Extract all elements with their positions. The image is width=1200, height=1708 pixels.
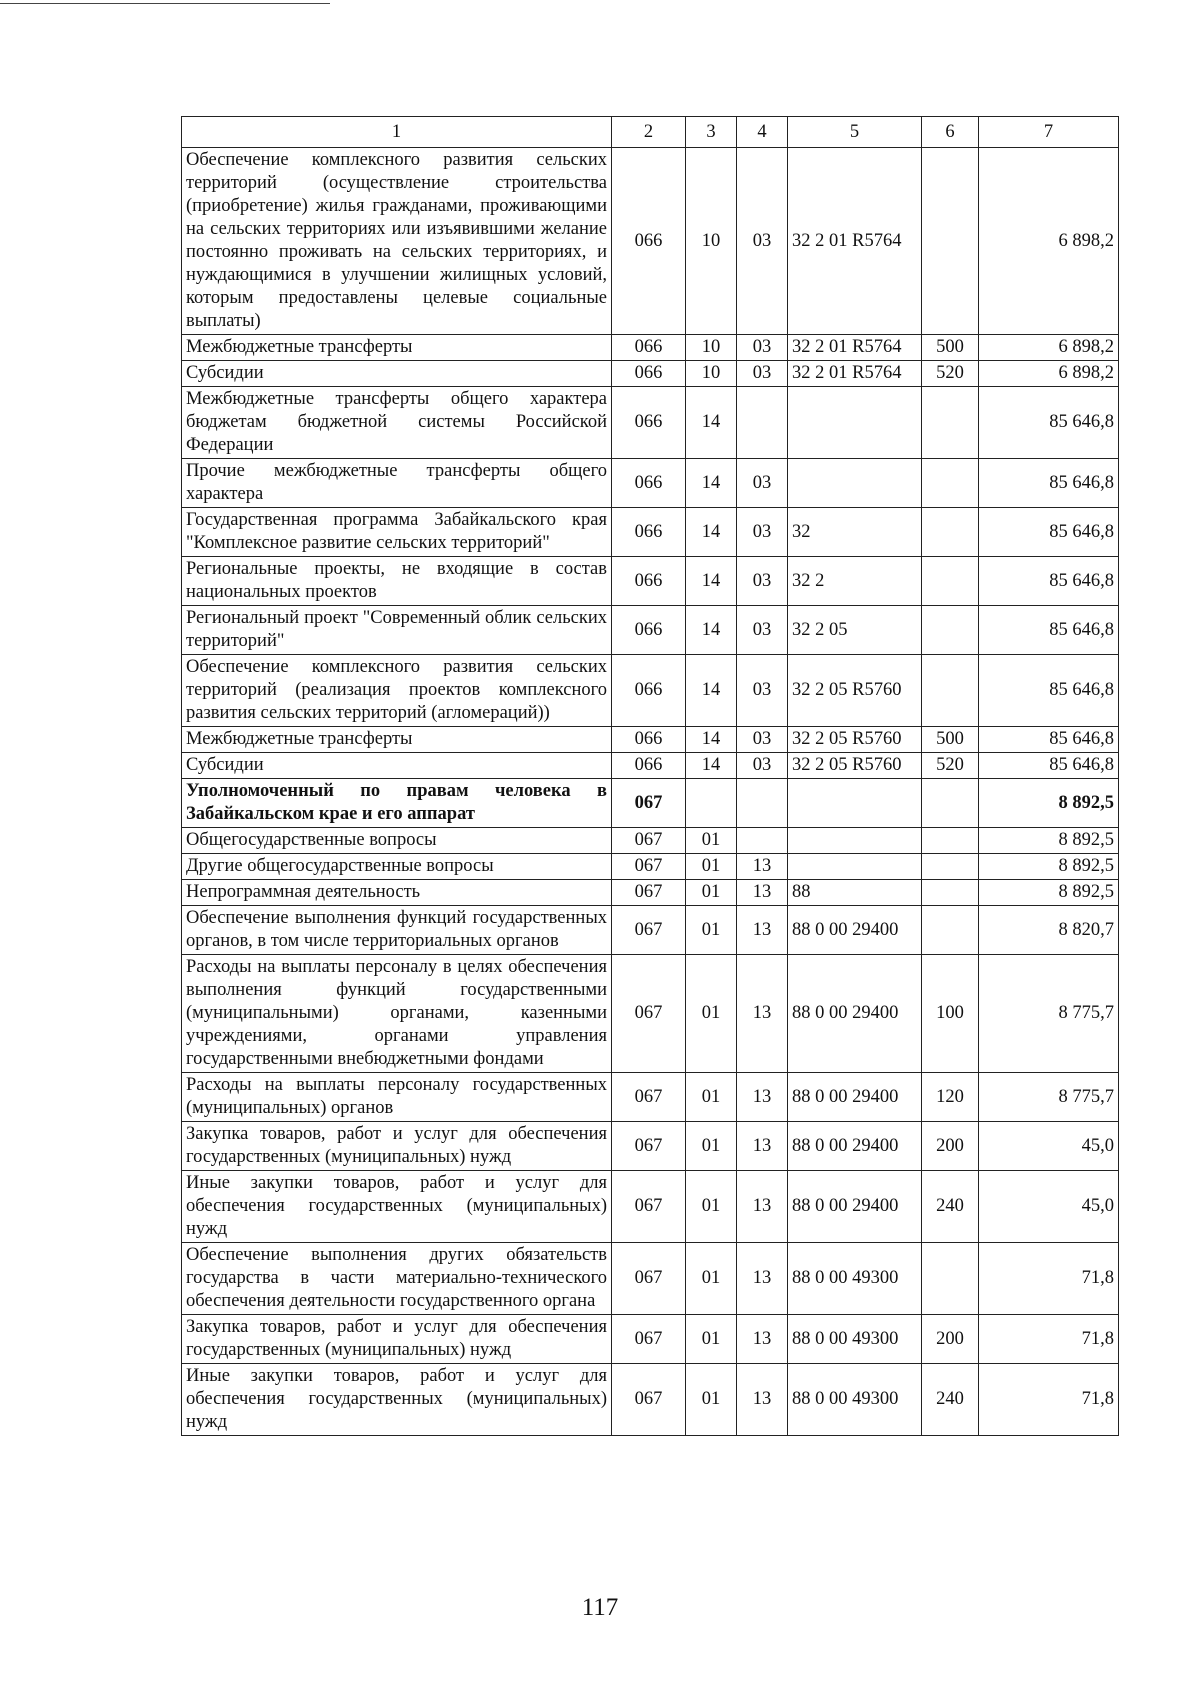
amount-cell: 8 892,5 — [979, 828, 1119, 854]
ved-code-cell: 067 — [612, 1171, 686, 1243]
subsection-code-cell: 03 — [737, 508, 788, 557]
row-name-cell: Уполномоченный по правам человека в Забайкальском крае и его аппарат — [182, 779, 612, 828]
table-header-row — [182, 117, 1119, 148]
expense-type-cell — [922, 508, 979, 557]
table-row — [182, 1364, 1119, 1436]
ved-code-cell: 067 — [612, 1122, 686, 1171]
table-row — [182, 779, 1119, 828]
amount-cell: 6 898,2 — [979, 148, 1119, 335]
row-name-cell: Общегосударственные вопросы — [182, 828, 612, 854]
ved-code-cell: 066 — [612, 606, 686, 655]
amount-cell: 85 646,8 — [979, 655, 1119, 727]
row-name-cell: Иные закупки товаров, работ и услуг для обеспечения государственных (муниципальных) нужд — [182, 1364, 612, 1436]
expense-type-cell — [922, 387, 979, 459]
ved-code-cell: 066 — [612, 753, 686, 779]
section-code-cell: 10 — [686, 361, 737, 387]
subsection-code-cell — [737, 387, 788, 459]
section-code-cell: 14 — [686, 508, 737, 557]
ved-code-cell: 067 — [612, 1315, 686, 1364]
ved-code-cell: 066 — [612, 335, 686, 361]
expense-type-cell: 200 — [922, 1122, 979, 1171]
target-article-cell: 88 0 00 29400 — [788, 955, 922, 1073]
table-row — [182, 335, 1119, 361]
subsection-code-cell: 03 — [737, 148, 788, 335]
target-article-cell: 88 0 00 49300 — [788, 1315, 922, 1364]
table-row — [182, 828, 1119, 854]
target-article-cell — [788, 459, 922, 508]
subsection-code-cell — [737, 828, 788, 854]
subsection-code-cell: 13 — [737, 955, 788, 1073]
header-cell: 2 — [612, 117, 686, 148]
row-name-cell: Обеспечение выполнения функций государственных органов, в том числе территориальных органов — [182, 906, 612, 955]
amount-cell: 85 646,8 — [979, 387, 1119, 459]
subsection-code-cell: 03 — [737, 727, 788, 753]
amount-cell: 8 775,7 — [979, 1073, 1119, 1122]
expense-type-cell — [922, 779, 979, 828]
table-row — [182, 655, 1119, 727]
amount-cell: 8 775,7 — [979, 955, 1119, 1073]
target-article-cell: 88 0 00 29400 — [788, 1171, 922, 1243]
row-name-cell: Закупка товаров, работ и услуг для обеспечения государственных (муниципальных) нужд — [182, 1122, 612, 1171]
ved-code-cell: 066 — [612, 148, 686, 335]
subsection-code-cell: 13 — [737, 1122, 788, 1171]
target-article-cell: 32 2 05 R5760 — [788, 753, 922, 779]
row-name-cell: Субсидии — [182, 753, 612, 779]
row-name-cell: Закупка товаров, работ и услуг для обеспечения государственных (муниципальных) нужд — [182, 1315, 612, 1364]
expense-type-cell — [922, 906, 979, 955]
subsection-code-cell: 13 — [737, 906, 788, 955]
amount-cell: 85 646,8 — [979, 557, 1119, 606]
row-name-cell: Прочие межбюджетные трансферты общего характера — [182, 459, 612, 508]
ved-code-cell: 066 — [612, 557, 686, 606]
subsection-code-cell: 13 — [737, 1243, 788, 1315]
expense-type-cell — [922, 880, 979, 906]
target-article-cell: 32 2 01 R5764 — [788, 335, 922, 361]
row-name-cell: Обеспечение выполнения других обязательств государства в части материально-технического обеспечения деятельности государственного органа — [182, 1243, 612, 1315]
expense-type-cell — [922, 148, 979, 335]
subsection-code-cell: 13 — [737, 880, 788, 906]
expense-type-cell — [922, 854, 979, 880]
target-article-cell: 88 0 00 29400 — [788, 1073, 922, 1122]
amount-cell: 85 646,8 — [979, 753, 1119, 779]
table-row — [182, 906, 1119, 955]
subsection-code-cell: 13 — [737, 854, 788, 880]
section-code-cell: 10 — [686, 335, 737, 361]
subsection-code-cell: 13 — [737, 1073, 788, 1122]
row-name-cell: Расходы на выплаты персоналу государственных (муниципальных) органов — [182, 1073, 612, 1122]
section-code-cell: 01 — [686, 1243, 737, 1315]
target-article-cell: 88 0 00 29400 — [788, 906, 922, 955]
subsection-code-cell: 13 — [737, 1171, 788, 1243]
target-article-cell: 32 2 01 R5764 — [788, 148, 922, 335]
section-code-cell: 01 — [686, 828, 737, 854]
target-article-cell: 88 — [788, 880, 922, 906]
table-row — [182, 1122, 1119, 1171]
table-row — [182, 753, 1119, 779]
subsection-code-cell: 03 — [737, 335, 788, 361]
amount-cell: 45,0 — [979, 1122, 1119, 1171]
ved-code-cell: 066 — [612, 361, 686, 387]
subsection-code-cell: 13 — [737, 1315, 788, 1364]
section-code-cell: 01 — [686, 1315, 737, 1364]
table-row — [182, 361, 1119, 387]
table-row — [182, 148, 1119, 335]
row-name-cell: Межбюджетные трансферты — [182, 727, 612, 753]
target-article-cell: 32 — [788, 508, 922, 557]
ved-code-cell: 067 — [612, 1364, 686, 1436]
section-code-cell: 01 — [686, 906, 737, 955]
expense-type-cell: 100 — [922, 955, 979, 1073]
table-row — [182, 557, 1119, 606]
expense-type-cell — [922, 828, 979, 854]
subsection-code-cell — [737, 779, 788, 828]
expense-type-cell — [922, 655, 979, 727]
table-row — [182, 880, 1119, 906]
target-article-cell: 88 0 00 49300 — [788, 1364, 922, 1436]
expense-type-cell: 520 — [922, 361, 979, 387]
header-cell: 6 — [922, 117, 979, 148]
ved-code-cell: 066 — [612, 459, 686, 508]
header-cell: 5 — [788, 117, 922, 148]
expense-type-cell: 200 — [922, 1315, 979, 1364]
section-code-cell: 14 — [686, 459, 737, 508]
target-article-cell — [788, 779, 922, 828]
header-cell: 7 — [979, 117, 1119, 148]
page-number: 117 — [581, 1594, 619, 1621]
subsection-code-cell: 03 — [737, 459, 788, 508]
ved-code-cell: 066 — [612, 655, 686, 727]
subsection-code-cell: 13 — [737, 1364, 788, 1436]
expense-type-cell — [922, 557, 979, 606]
ved-code-cell: 067 — [612, 880, 686, 906]
target-article-cell: 32 2 05 — [788, 606, 922, 655]
budget-table — [181, 116, 1119, 1436]
ved-code-cell: 067 — [612, 779, 686, 828]
target-article-cell: 88 0 00 29400 — [788, 1122, 922, 1171]
section-code-cell: 14 — [686, 727, 737, 753]
amount-cell: 8 892,5 — [979, 880, 1119, 906]
ved-code-cell: 066 — [612, 387, 686, 459]
subsection-code-cell: 03 — [737, 753, 788, 779]
expense-type-cell — [922, 1243, 979, 1315]
expense-type-cell — [922, 606, 979, 655]
top-rule — [0, 3, 330, 4]
ved-code-cell: 067 — [612, 955, 686, 1073]
section-code-cell: 14 — [686, 606, 737, 655]
ved-code-cell: 067 — [612, 854, 686, 880]
row-name-cell: Обеспечение комплексного развития сельских территорий (реализация проектов комплексного развития сельских территорий (агломераций)) — [182, 655, 612, 727]
expense-type-cell — [922, 459, 979, 508]
section-code-cell: 01 — [686, 1073, 737, 1122]
target-article-cell — [788, 387, 922, 459]
table-row — [182, 459, 1119, 508]
amount-cell: 71,8 — [979, 1243, 1119, 1315]
row-name-cell: Иные закупки товаров, работ и услуг для обеспечения государственных (муниципальных) нужд — [182, 1171, 612, 1243]
header-cell: 1 — [182, 117, 612, 148]
section-code-cell: 14 — [686, 387, 737, 459]
ved-code-cell: 066 — [612, 508, 686, 557]
target-article-cell: 32 2 05 R5760 — [788, 727, 922, 753]
table-row — [182, 1243, 1119, 1315]
row-name-cell: Государственная программа Забайкальского края "Комплексное развитие сельских территорий" — [182, 508, 612, 557]
row-name-cell: Расходы на выплаты персоналу в целях обеспечения выполнения функций государственными (муниципальными) органами, казенными учреждениями, органами управления государственными внебюджетными фондами — [182, 955, 612, 1073]
amount-cell: 85 646,8 — [979, 727, 1119, 753]
section-code-cell: 14 — [686, 753, 737, 779]
section-code-cell: 10 — [686, 148, 737, 335]
section-code-cell: 01 — [686, 955, 737, 1073]
amount-cell: 71,8 — [979, 1315, 1119, 1364]
table-row — [182, 508, 1119, 557]
expense-type-cell: 120 — [922, 1073, 979, 1122]
ved-code-cell: 066 — [612, 727, 686, 753]
row-name-cell: Непрограммная деятельность — [182, 880, 612, 906]
subsection-code-cell: 03 — [737, 361, 788, 387]
row-name-cell: Региональные проекты, не входящие в состав национальных проектов — [182, 557, 612, 606]
amount-cell: 85 646,8 — [979, 459, 1119, 508]
expense-type-cell: 500 — [922, 335, 979, 361]
subsection-code-cell: 03 — [737, 606, 788, 655]
row-name-cell: Другие общегосударственные вопросы — [182, 854, 612, 880]
table-row — [182, 387, 1119, 459]
table-row — [182, 1073, 1119, 1122]
ved-code-cell: 067 — [612, 828, 686, 854]
amount-cell: 8 892,5 — [979, 854, 1119, 880]
row-name-cell: Межбюджетные трансферты общего характера бюджетам бюджетной системы Российской Федерации — [182, 387, 612, 459]
table-row — [182, 1171, 1119, 1243]
subsection-code-cell: 03 — [737, 655, 788, 727]
ved-code-cell: 067 — [612, 906, 686, 955]
table-row — [182, 606, 1119, 655]
section-code-cell — [686, 779, 737, 828]
table-row — [182, 727, 1119, 753]
target-article-cell: 32 2 05 R5760 — [788, 655, 922, 727]
amount-cell: 85 646,8 — [979, 508, 1119, 557]
header-cell: 4 — [737, 117, 788, 148]
row-name-cell: Межбюджетные трансферты — [182, 335, 612, 361]
target-article-cell: 32 2 — [788, 557, 922, 606]
amount-cell: 6 898,2 — [979, 361, 1119, 387]
subsection-code-cell: 03 — [737, 557, 788, 606]
amount-cell: 8 892,5 — [979, 779, 1119, 828]
table-row — [182, 854, 1119, 880]
section-code-cell: 14 — [686, 557, 737, 606]
section-code-cell: 01 — [686, 1171, 737, 1243]
ved-code-cell: 067 — [612, 1073, 686, 1122]
table-row — [182, 1315, 1119, 1364]
ved-code-cell: 067 — [612, 1243, 686, 1315]
amount-cell: 6 898,2 — [979, 335, 1119, 361]
section-code-cell: 01 — [686, 854, 737, 880]
row-name-cell: Региональный проект "Современный облик сельских территорий" — [182, 606, 612, 655]
section-code-cell: 01 — [686, 1364, 737, 1436]
target-article-cell — [788, 854, 922, 880]
row-name-cell: Субсидии — [182, 361, 612, 387]
table-row — [182, 955, 1119, 1073]
expense-type-cell: 240 — [922, 1171, 979, 1243]
target-article-cell: 88 0 00 49300 — [788, 1243, 922, 1315]
amount-cell: 85 646,8 — [979, 606, 1119, 655]
target-article-cell: 32 2 01 R5764 — [788, 361, 922, 387]
row-name-cell: Обеспечение комплексного развития сельских территорий (осуществление строительства (приобретение) жилья гражданами, проживающими на сельских территориях или изъявившими желание постоянно проживать на сельских территориях, и нуждающимися в улучшении жилищных условий, которым предоставлены целевые социальные выплаты) — [182, 148, 612, 335]
amount-cell: 45,0 — [979, 1171, 1119, 1243]
expense-type-cell: 240 — [922, 1364, 979, 1436]
header-cell: 3 — [686, 117, 737, 148]
target-article-cell — [788, 828, 922, 854]
expense-type-cell: 500 — [922, 727, 979, 753]
expense-type-cell: 520 — [922, 753, 979, 779]
section-code-cell: 01 — [686, 1122, 737, 1171]
section-code-cell: 14 — [686, 655, 737, 727]
section-code-cell: 01 — [686, 880, 737, 906]
amount-cell: 71,8 — [979, 1364, 1119, 1436]
amount-cell: 8 820,7 — [979, 906, 1119, 955]
